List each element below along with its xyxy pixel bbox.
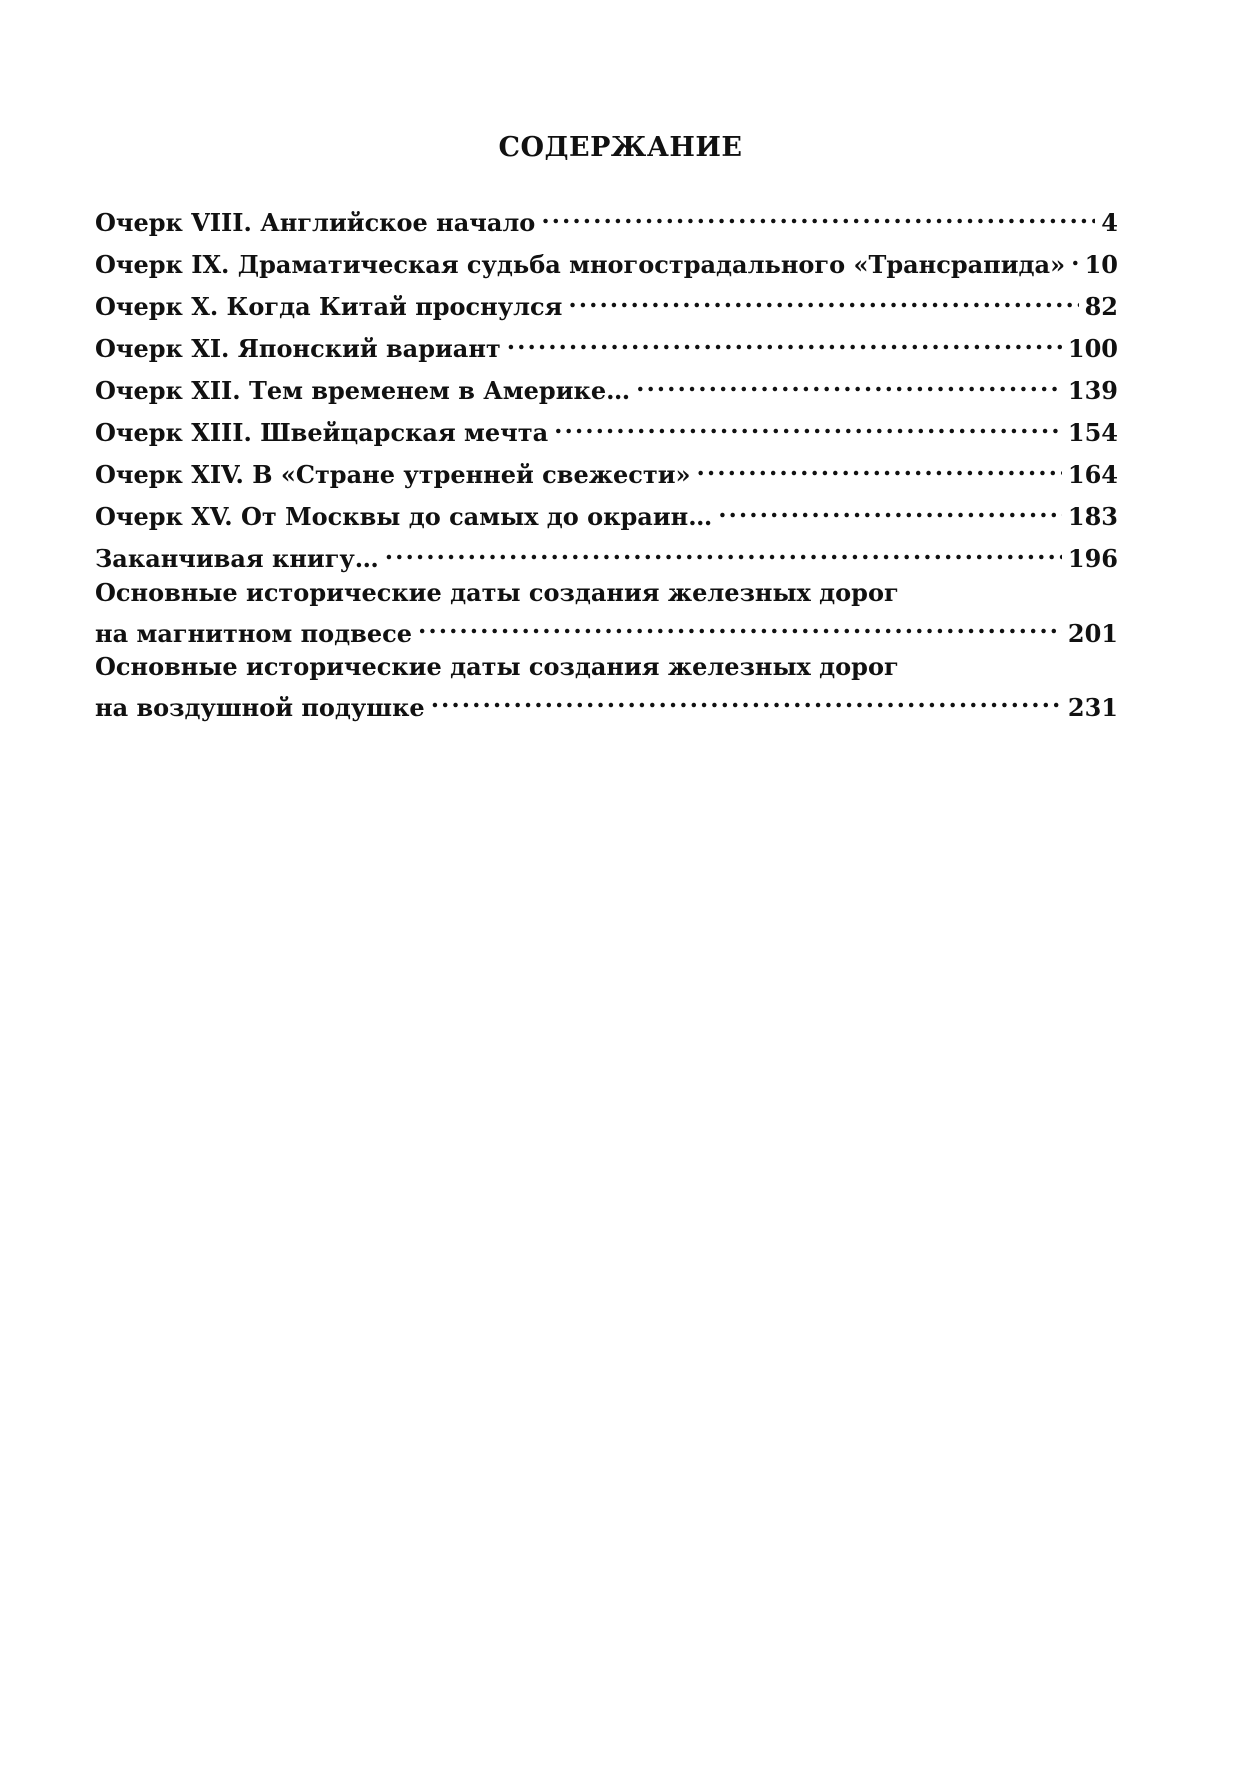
dot-leader <box>507 324 1062 357</box>
dot-leader <box>418 609 1062 642</box>
dot-leader <box>385 534 1062 567</box>
dot-leader <box>554 408 1062 441</box>
toc-entry-label: Очерк X. Когда Китай проснулся <box>95 292 563 321</box>
toc-entry-1[interactable] <box>95 198 1118 237</box>
toc-page-number: 139 <box>1067 376 1118 405</box>
toc-page-number: 10 <box>1084 250 1118 279</box>
toc-entry-label: Заканчивая книгу… <box>95 544 379 573</box>
toc-entry-9[interactable] <box>95 534 1118 573</box>
dot-leader <box>431 683 1062 716</box>
toc-page-number: 231 <box>1067 693 1118 722</box>
page-title: СОДЕРЖАНИЕ <box>498 132 743 163</box>
table-of-contents <box>95 198 1118 724</box>
toc-entry-label: Очерк XV. От Москвы до самых до окраин… <box>95 502 713 531</box>
toc-entry-7[interactable] <box>95 450 1118 489</box>
dot-leader <box>636 366 1062 399</box>
toc-page-number: 82 <box>1084 292 1118 321</box>
toc-page-number: 4 <box>1101 208 1118 237</box>
toc-entry-8[interactable] <box>95 492 1118 531</box>
toc-entry-label: Очерк VIII. Английское начало <box>95 208 536 237</box>
toc-entry-label-line1: Основные исторические даты создания железных дорог <box>95 578 899 607</box>
toc-page-number: 196 <box>1067 544 1118 573</box>
toc-entry-label: Очерк XII. Тем временем в Америке… <box>95 376 631 405</box>
toc-entry-10[interactable] <box>95 576 1118 648</box>
toc-entry-label: Очерк IX. Драматическая судьба многострадального «Трансрапида» <box>95 250 1066 279</box>
toc-entry-5[interactable] <box>95 366 1118 405</box>
dot-leader <box>697 450 1062 483</box>
toc-entry-2[interactable] <box>95 240 1118 279</box>
toc-page-number: 164 <box>1067 460 1118 489</box>
toc-entry-label-line1: Основные исторические даты создания железных дорог <box>95 652 899 681</box>
toc-entry-label-line2: на воздушной подушке <box>95 693 425 722</box>
toc-page-number: 100 <box>1067 334 1118 363</box>
toc-page-number: 183 <box>1067 502 1118 531</box>
dot-leader <box>718 492 1062 525</box>
toc-page-number: 154 <box>1067 418 1118 447</box>
toc-entry-6[interactable] <box>95 408 1118 447</box>
dot-leader <box>1071 240 1079 273</box>
toc-entry-label: Очерк XI. Японский вариант <box>95 334 501 363</box>
dot-leader <box>541 198 1095 231</box>
toc-entry-label: Очерк XIV. В «Стране утренней свежести» <box>95 460 691 489</box>
toc-page-number: 201 <box>1067 619 1118 648</box>
toc-entry-label-line2: на магнитном подвесе <box>95 619 412 648</box>
toc-entry-3[interactable] <box>95 282 1118 321</box>
toc-entry-11[interactable] <box>95 650 1118 722</box>
toc-entry-4[interactable] <box>95 324 1118 363</box>
dot-leader <box>568 282 1078 315</box>
toc-entry-label: Очерк XIII. Швейцарская мечта <box>95 418 549 447</box>
